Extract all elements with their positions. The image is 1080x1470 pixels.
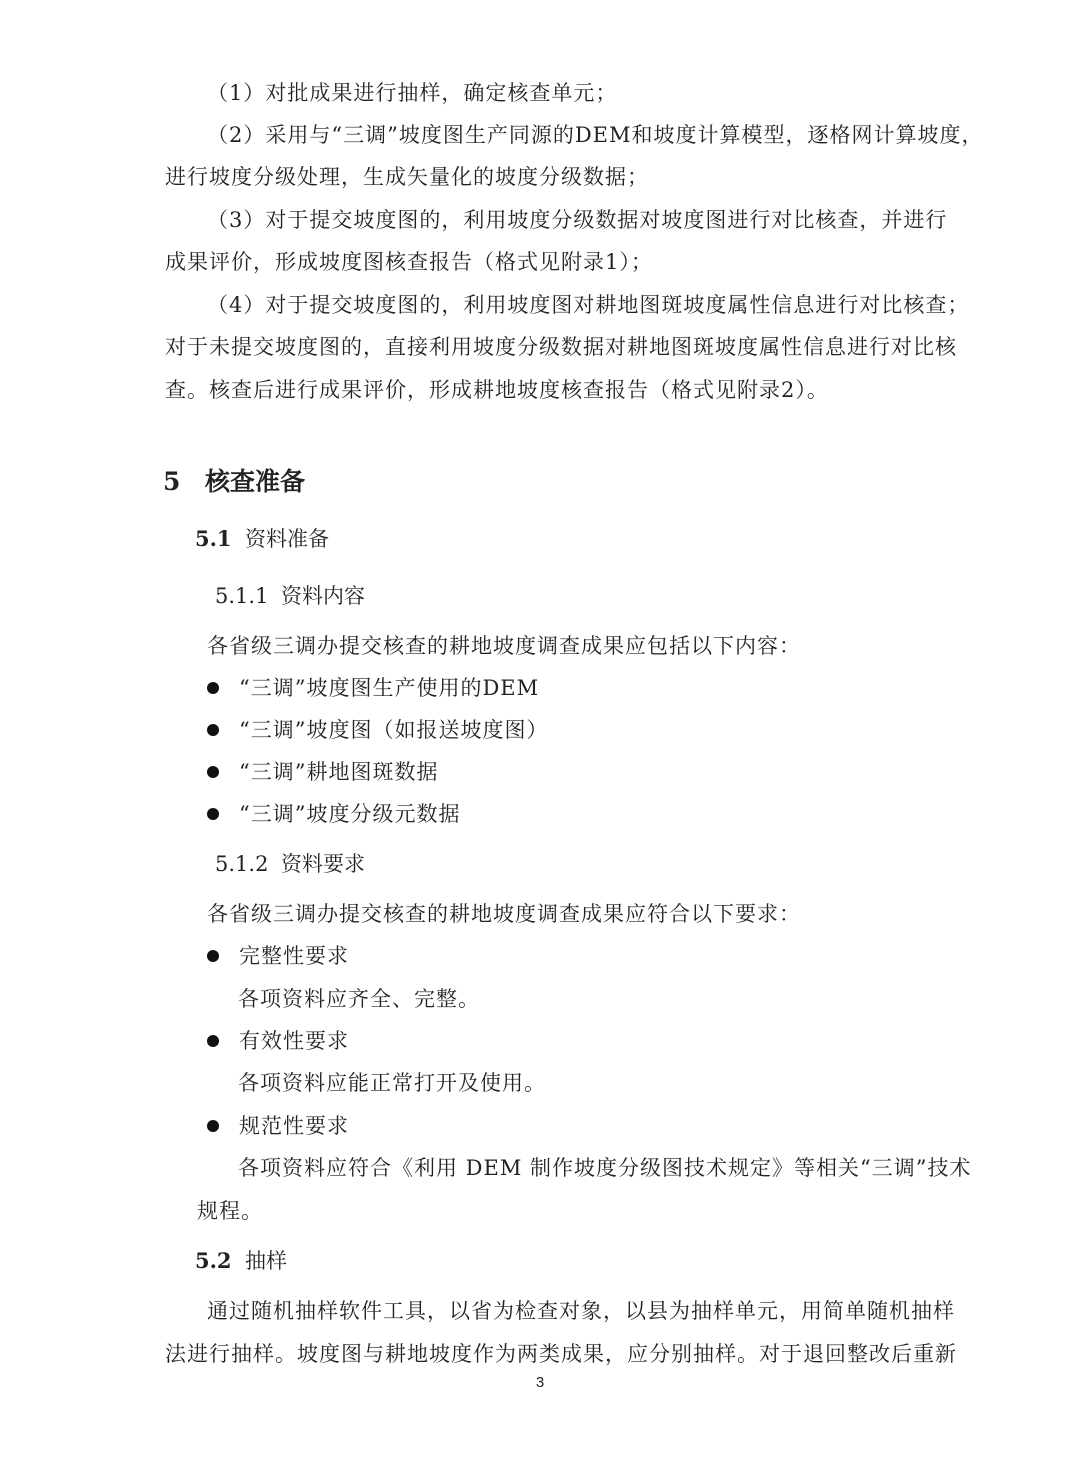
list-item-label: “三调”坡度图生产使用的DEM <box>239 676 540 700</box>
section-heading-5-2 <box>195 1246 287 1276</box>
list-item <box>207 673 539 703</box>
bullet-icon <box>207 682 219 694</box>
paragraph-line: 查。核查后进行成果评价，形成耕地坡度核查报告（格式见附录2）。 <box>165 378 829 402</box>
section-heading-5-1-2 <box>215 849 365 879</box>
requirement-desc-cont: 规程。 <box>197 1199 263 1223</box>
list-item-label: 有效性要求 <box>239 1029 349 1053</box>
paragraph-line: 成果评价，形成坡度图核查报告（格式见附录1）； <box>165 250 653 274</box>
paragraph-line: 法进行抽样。坡度图与耕地坡度作为两类成果，应分别抽样。对于退回整改后重新 <box>165 1342 957 1366</box>
section-title: 资料内容 <box>281 584 365 608</box>
list-item <box>207 757 438 787</box>
bullet-icon <box>207 724 219 736</box>
requirement-desc: 各项资料应能正常打开及使用。 <box>238 1071 546 1095</box>
page-number: 3 <box>535 1374 545 1391</box>
intro-text: 各省级三调办提交核查的耕地坡度调查成果应符合以下要求： <box>207 902 801 926</box>
section-number: 5.1.1 <box>215 584 269 608</box>
section-number: 5 <box>163 467 181 496</box>
paragraph-line: （3）对于提交坡度图的，利用坡度分级数据对坡度图进行对比核查，并进行 <box>207 208 948 232</box>
bullet-icon <box>207 808 219 820</box>
paragraph-line: 对于未提交坡度图的，直接利用坡度分级数据对耕地图斑坡度属性信息进行对比核 <box>165 335 957 359</box>
paragraph-line: 通过随机抽样软件工具，以省为检查对象，以县为抽样单元，用简单随机抽样 <box>207 1299 955 1323</box>
requirement-desc: 各项资料应符合《利用 DEM 制作坡度分级图技术规定》等相关“三调”技术 <box>238 1156 972 1180</box>
bullet-icon <box>207 950 219 962</box>
section-heading-5-1-1 <box>215 581 365 611</box>
section-number: 5.2 <box>195 1248 232 1273</box>
section-number: 5.1.2 <box>215 852 269 876</box>
section-title: 资料要求 <box>281 852 365 876</box>
list-item <box>207 1026 349 1056</box>
requirement-desc: 各项资料应齐全、完整。 <box>238 987 480 1011</box>
section-heading-5 <box>163 464 305 500</box>
section-heading-5-1 <box>195 524 329 554</box>
section-number: 5.1 <box>195 526 232 551</box>
section-title: 资料准备 <box>245 527 329 551</box>
list-item <box>207 941 349 971</box>
section-title: 核查准备 <box>205 467 306 496</box>
bullet-icon <box>207 1120 219 1132</box>
bullet-icon <box>207 766 219 778</box>
list-item <box>207 1111 349 1141</box>
paragraph-line: （1）对批成果进行抽样，确定核查单元； <box>207 81 618 105</box>
list-item-label: 完整性要求 <box>239 944 349 968</box>
section-title: 抽样 <box>245 1249 287 1273</box>
list-item <box>207 715 548 745</box>
paragraph-line: （4）对于提交坡度图的，利用坡度图对耕地图斑坡度属性信息进行对比核查； <box>207 293 970 317</box>
intro-text: 各省级三调办提交核查的耕地坡度调查成果应包括以下内容： <box>207 634 801 658</box>
list-item-label: “三调”耕地图斑数据 <box>239 760 439 784</box>
list-item-label: “三调”坡度图（如报送坡度图） <box>239 718 549 742</box>
bullet-icon <box>207 1035 219 1047</box>
paragraph-line: （2）采用与“三调”坡度图生产同源的DEM和坡度计算模型，逐格网计算坡度， <box>207 123 984 147</box>
list-item-label: 规范性要求 <box>239 1114 349 1138</box>
paragraph-line: 进行坡度分级处理，生成矢量化的坡度分级数据； <box>165 165 649 189</box>
list-item <box>207 799 460 829</box>
list-item-label: “三调”坡度分级元数据 <box>239 802 461 826</box>
